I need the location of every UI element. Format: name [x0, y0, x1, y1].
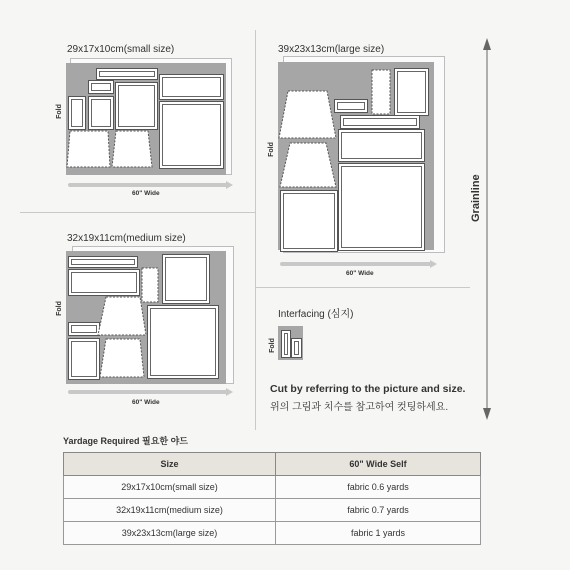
interfacing-fold-label: Fold	[268, 338, 276, 353]
large-layout-title: 39x23x13cm(large size)	[278, 44, 385, 55]
yardage-fabric-cell: fabric 1 yards	[276, 522, 481, 545]
medium-fold-label: Fold	[55, 301, 63, 316]
grainline-label: Grainline	[470, 174, 482, 222]
yardage-size-cell: 29x17x10cm(small size)	[64, 476, 276, 499]
table-row	[64, 522, 481, 545]
large-fold-label: Fold	[267, 142, 275, 157]
instruction-english: Cut by referring to the picture and size.	[270, 383, 466, 395]
yardage-size-cell: 32x19x11cm(medium size)	[64, 499, 276, 522]
interfacing-title: Interfacing (심지)	[278, 309, 354, 320]
medium-layout-title: 32x19x11cm(medium size)	[67, 233, 186, 244]
medium-wide-label: 60" Wide	[132, 399, 160, 406]
small-fold-label: Fold	[55, 104, 63, 119]
table-row	[64, 499, 481, 522]
yardage-size-cell: 39x23x13cm(large size)	[64, 522, 276, 545]
large-wide-label: 60" Wide	[346, 270, 374, 277]
yardage-table	[63, 452, 481, 545]
yardage-header-fabric: 60" Wide Self	[276, 453, 481, 476]
yardage-fabric-cell: fabric 0.6 yards	[276, 476, 481, 499]
small-layout-title: 29x17x10cm(small size)	[67, 44, 175, 55]
yardage-header-size: Size	[64, 453, 276, 476]
yardage-fabric-cell: fabric 0.7 yards	[276, 499, 481, 522]
small-wide-label: 60" Wide	[132, 190, 160, 197]
table-row	[64, 476, 481, 499]
instruction-korean: 위의 그림과 치수를 참고하여 컷팅하세요.	[270, 402, 449, 413]
yardage-title: Yardage Required 필요한 야드	[63, 436, 188, 446]
yardage-header-row	[64, 453, 481, 476]
